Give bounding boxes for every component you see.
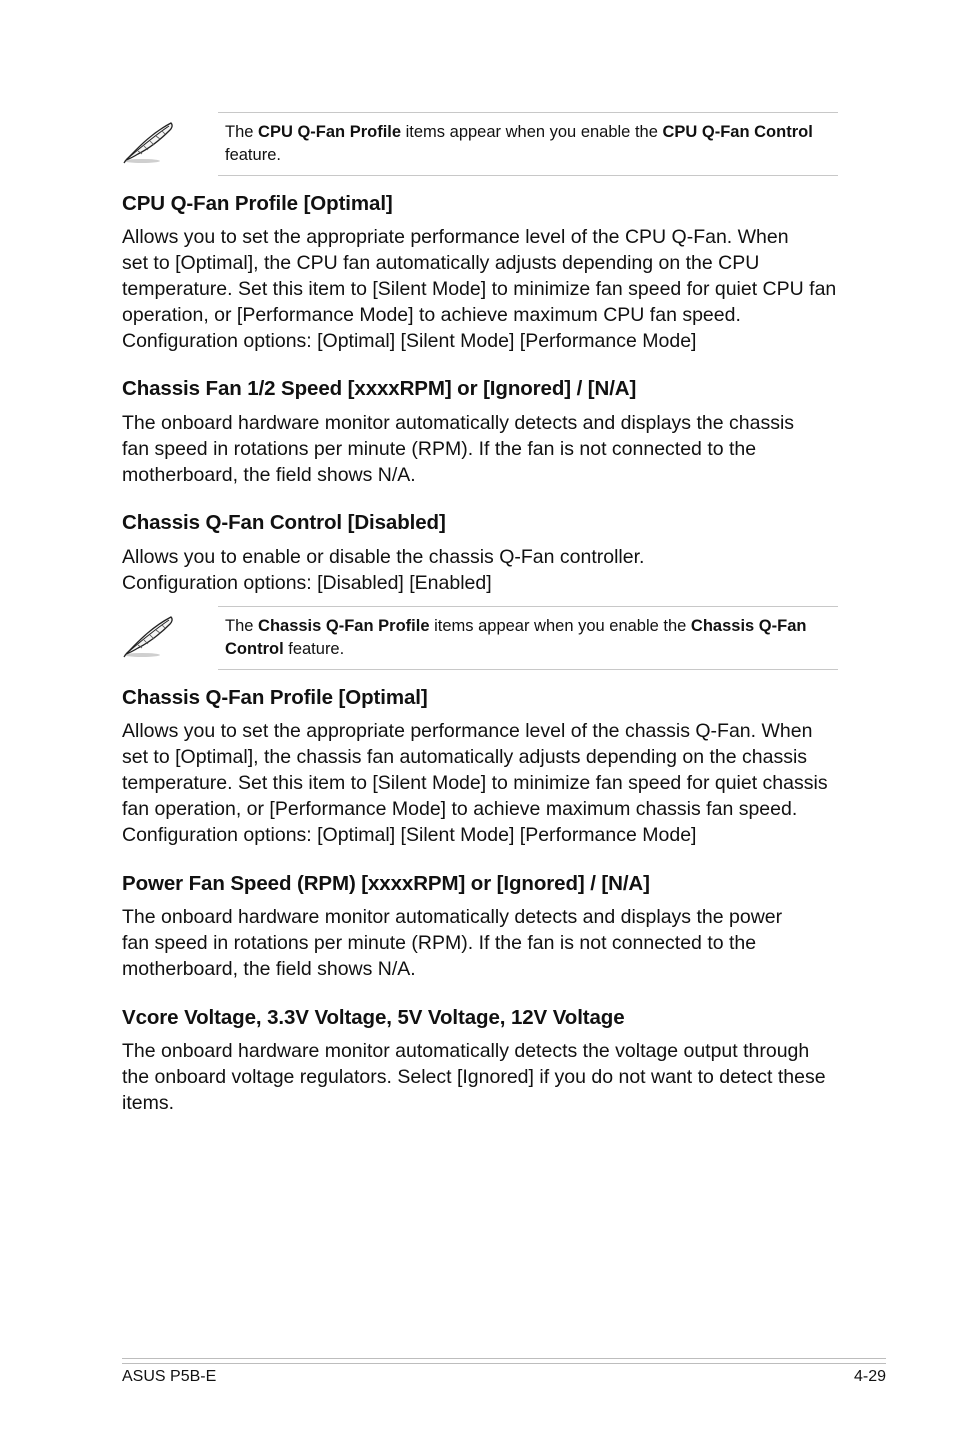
body-line: fan speed in rotations per minute (RPM). If the fan is not connected to the bbox=[122, 438, 757, 460]
section-heading-cpu-qfan-profile: CPU Q-Fan Profile [Optimal] bbox=[122, 192, 393, 215]
section-heading-power-fan-speed: Power Fan Speed (RPM) [xxxxRPM] or [Ignored] / [N/A] bbox=[122, 872, 650, 895]
body-line: motherboard, the field shows N/A. bbox=[122, 464, 416, 486]
body-line: operation, or [Performance Mode] to achieve maximum CPU fan speed. bbox=[122, 304, 741, 326]
section-heading-chassis-fan-speed: Chassis Fan 1/2 Speed [xxxxRPM] or [Ignored] / [N/A] bbox=[122, 377, 637, 400]
body-line: the onboard voltage regulators. Select [Ignored] if you do not want to detect these bbox=[122, 1066, 826, 1088]
section-heading-chassis-qfan-profile: Chassis Q-Fan Profile [Optimal] bbox=[122, 686, 428, 709]
footer-product-name: ASUS P5B-E bbox=[122, 1368, 217, 1385]
note-top-rule bbox=[218, 112, 838, 113]
section-body-power-fan-speed bbox=[122, 904, 842, 982]
note-text: The CPU Q-Fan Profile items appear when you enable the CPU Q-Fan Control feature. bbox=[225, 123, 813, 164]
note-bottom-rule bbox=[218, 669, 838, 670]
section-body-chassis-qfan-control bbox=[122, 544, 842, 596]
body-line: The onboard hardware monitor automatically detects and displays the chassis bbox=[122, 412, 795, 434]
note-text: The Chassis Q-Fan Profile items appear when you enable the Chassis Q-Fan Control feature. bbox=[225, 617, 807, 658]
body-line: Allows you to set the appropriate performance level of the CPU Q-Fan. When bbox=[122, 226, 789, 248]
section-heading-chassis-qfan-control: Chassis Q-Fan Control [Disabled] bbox=[122, 511, 446, 534]
feather-pen-icon bbox=[122, 614, 176, 658]
footer-rule bbox=[122, 1358, 886, 1364]
body-line: fan operation, or [Performance Mode] to achieve maximum chassis fan speed. bbox=[122, 798, 798, 820]
body-line: items. bbox=[122, 1092, 175, 1114]
section-heading-voltage: Vcore Voltage, 3.3V Voltage, 5V Voltage, 12V Voltage bbox=[122, 1006, 625, 1029]
note-cpu-qfan-profile bbox=[122, 112, 838, 176]
section-body-cpu-qfan-profile bbox=[122, 224, 842, 354]
body-line: Configuration options: [Optimal] [Silent Mode] [Performance Mode] bbox=[122, 330, 697, 352]
body-line: temperature. Set this item to [Silent Mode] to minimize fan speed for quiet chassis bbox=[122, 772, 828, 794]
note-chassis-qfan-profile bbox=[122, 606, 838, 670]
body-line: set to [Optimal], the chassis fan automatically adjusts depending on the chassis bbox=[122, 746, 808, 768]
body-line: temperature. Set this item to [Silent Mode] to minimize fan speed for quiet CPU fan bbox=[122, 278, 837, 300]
section-body-chassis-qfan-profile bbox=[122, 718, 842, 848]
body-line: set to [Optimal], the CPU fan automatically adjusts depending on the CPU bbox=[122, 252, 760, 274]
body-line: Configuration options: [Disabled] [Enabled] bbox=[122, 572, 492, 594]
section-body-chassis-fan-speed bbox=[122, 410, 842, 488]
footer-page-number: 4-29 bbox=[853, 1368, 886, 1385]
body-line: motherboard, the field shows N/A. bbox=[122, 958, 416, 980]
body-line: Configuration options: [Optimal] [Silent Mode] [Performance Mode] bbox=[122, 824, 697, 846]
note-top-rule bbox=[218, 606, 838, 607]
body-line: Allows you to set the appropriate performance level of the chassis Q-Fan. When bbox=[122, 720, 813, 742]
feather-pen-icon bbox=[122, 120, 176, 164]
body-line: fan speed in rotations per minute (RPM). If the fan is not connected to the bbox=[122, 932, 757, 954]
body-line: Allows you to enable or disable the chassis Q-Fan controller. bbox=[122, 546, 645, 568]
section-body-voltage bbox=[122, 1038, 842, 1116]
note-bottom-rule bbox=[218, 175, 838, 176]
body-line: The onboard hardware monitor automatically detects the voltage output through bbox=[122, 1040, 810, 1062]
body-line: The onboard hardware monitor automatically detects and displays the power bbox=[122, 906, 783, 928]
